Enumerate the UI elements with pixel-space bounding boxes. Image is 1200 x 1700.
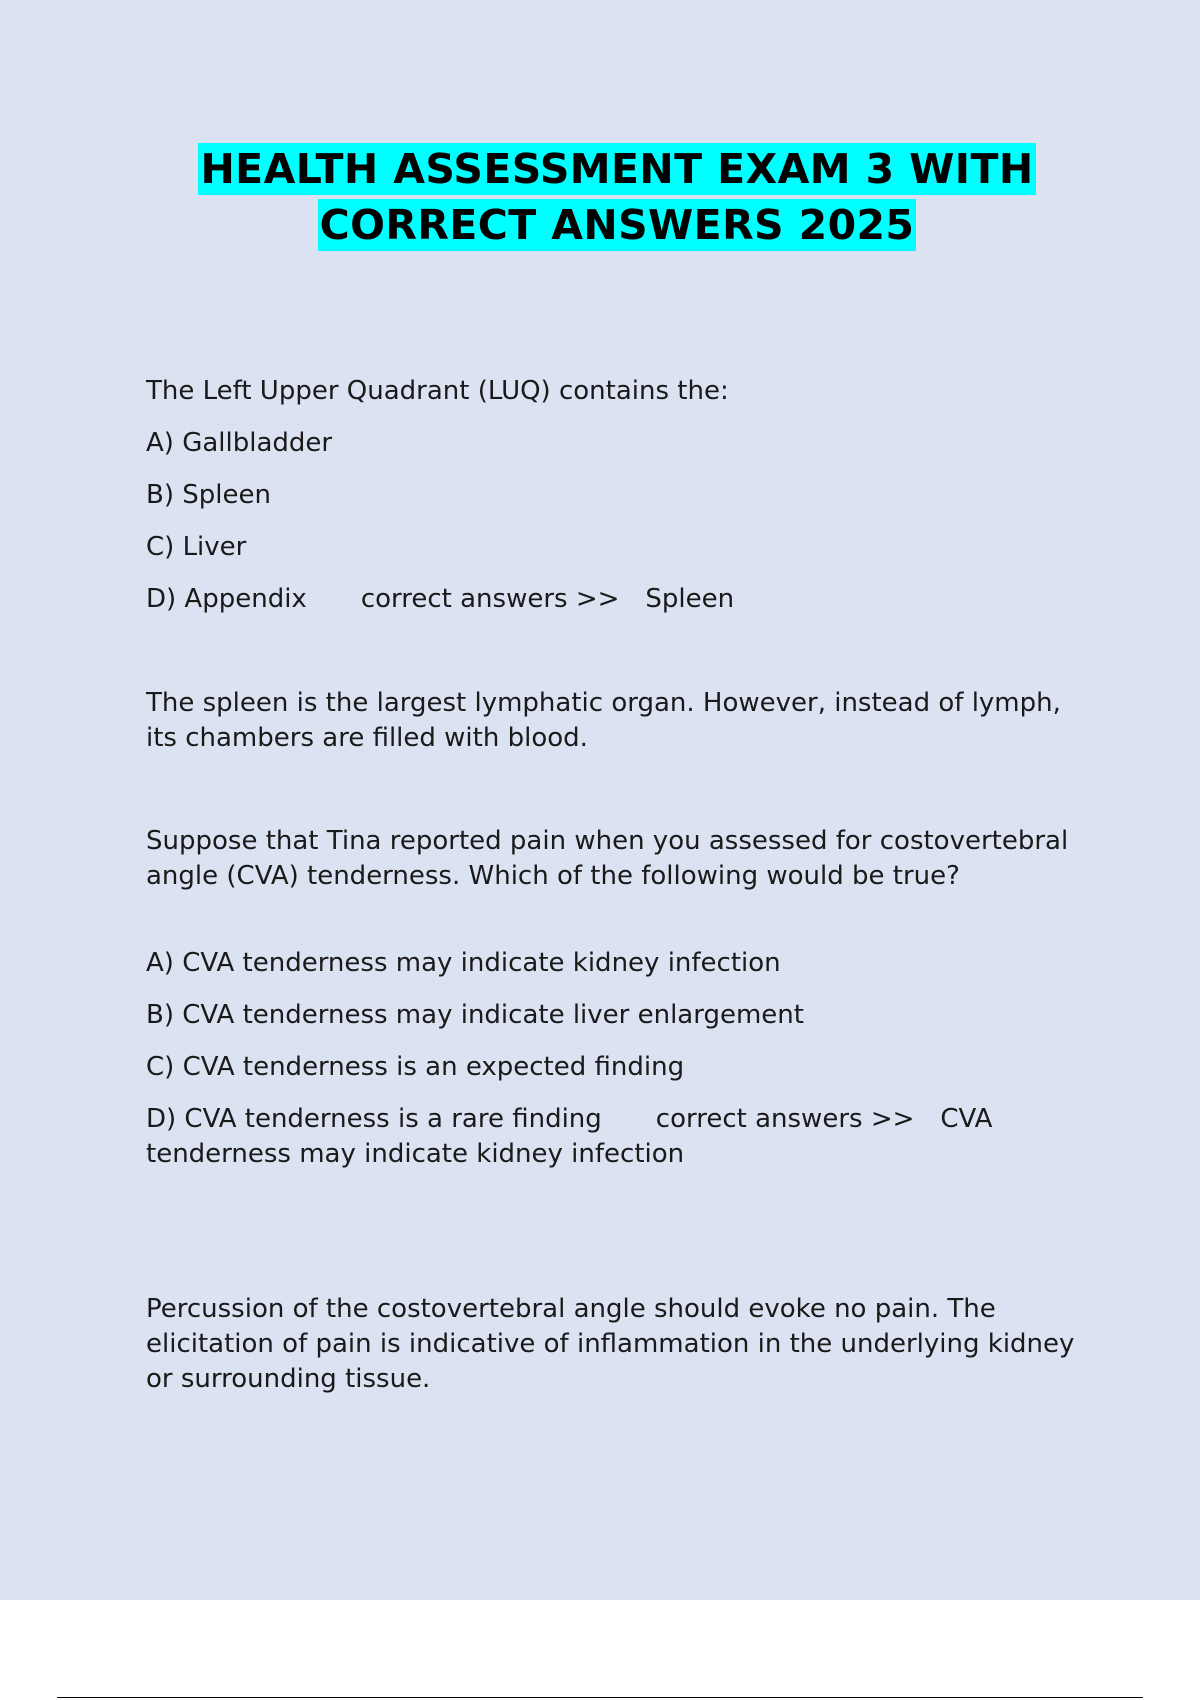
question-2-option-c: C) CVA tenderness is an expected finding: [146, 1052, 685, 1082]
question-1-answer: Spleen: [645, 584, 735, 614]
question-1-option-a: A) Gallbladder: [146, 428, 333, 458]
question-2-answer: CVA tenderness may indicate kidney infection: [146, 1104, 993, 1169]
question-2-option-d-row: [146, 1102, 1086, 1172]
question-2-option-d: D) CVA tenderness is a rare finding: [146, 1104, 602, 1134]
question-1-option-c: C) Liver: [146, 532, 247, 562]
question-2-explanation: Percussion of the costovertebral angle should evoke no pain. The elicitation of pain is indicative of inflammation in the underlying kidney or surrounding tissue.: [146, 1294, 1075, 1394]
question-1: [146, 374, 1086, 634]
question-2-answer-label: correct answers >>: [655, 1104, 915, 1134]
document-title: [0, 143, 1200, 251]
question-1-option-b: B) Spleen: [146, 480, 271, 510]
question-1-answer-label: correct answers >>: [360, 584, 620, 614]
question-1-text: The Left Upper Quadrant (LUQ) contains the:: [146, 376, 729, 406]
title-line-2: CORRECT ANSWERS 2025: [319, 201, 915, 249]
question-2-option-b: B) CVA tenderness may indicate liver enlargement: [146, 1000, 804, 1030]
question-2-option-a: A) CVA tenderness may indicate kidney infection: [146, 948, 781, 978]
question-1-explanation: The spleen is the largest lymphatic organ. However, instead of lymph, its chambers are filled with blood.: [146, 688, 1061, 753]
question-2-options: [146, 946, 1086, 1172]
question-2-text: Suppose that Tina reported pain when you assessed for costovertebral angle (CVA) tenderness. Which of the following would be true?: [146, 826, 1069, 891]
title-line-1: HEALTH ASSESSMENT EXAM 3 WITH: [200, 145, 1034, 193]
question-2: [146, 824, 1086, 1172]
question-1-option-d: D) Appendix: [146, 584, 307, 614]
question-1-option-d-row: [146, 582, 1086, 617]
footer-divider: [57, 1697, 1143, 1698]
